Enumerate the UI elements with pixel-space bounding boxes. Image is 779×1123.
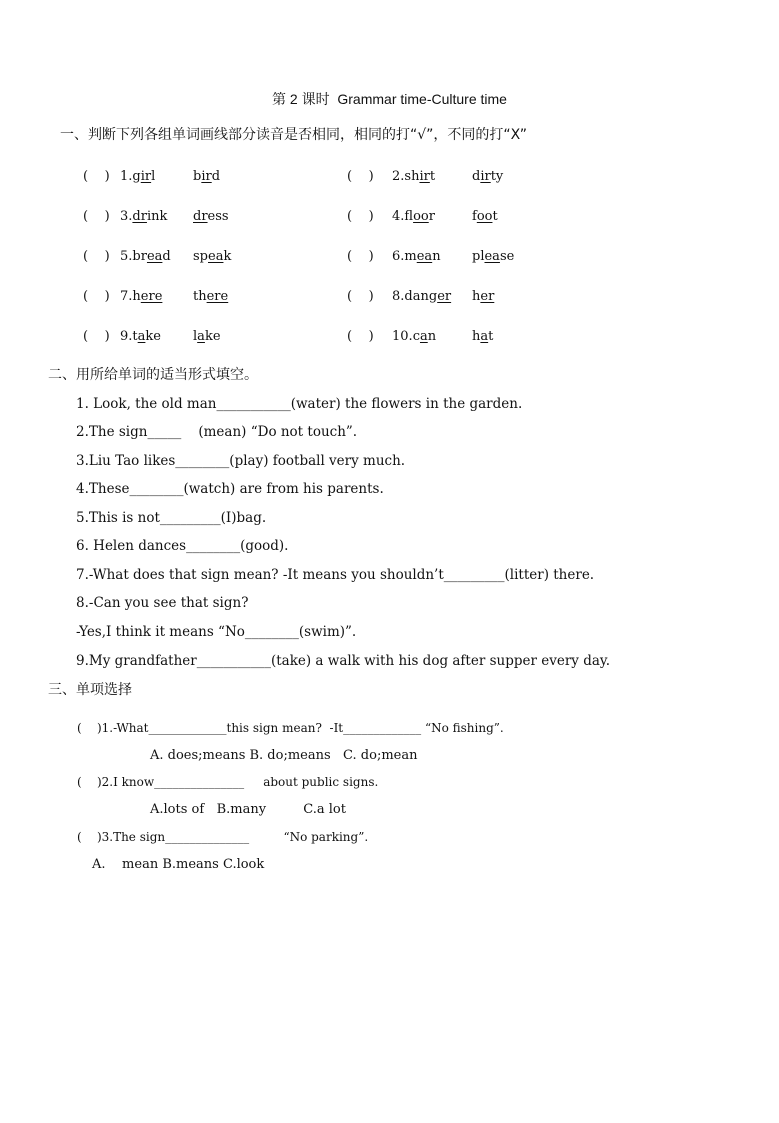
item-word-2 <box>193 330 221 343</box>
word-part: n <box>427 329 437 344</box>
item-word-1 <box>392 330 436 343</box>
underlined-part: ir <box>201 169 212 184</box>
answer-blank: ( ) <box>83 289 110 304</box>
word-part: ke <box>145 329 161 344</box>
word-part: ke <box>204 329 221 344</box>
fill-blank-line: 4.These________(watch) are from his parents. <box>76 481 384 497</box>
word-part: se <box>499 249 515 264</box>
answer-blank: ( ) <box>83 209 110 224</box>
underlined-part: ea <box>484 249 500 264</box>
word-part: c <box>412 329 420 344</box>
item-paren <box>83 330 110 343</box>
item-word-2 <box>472 330 493 343</box>
word-part: ty <box>490 169 504 184</box>
word-part: l <box>151 169 156 184</box>
item-number: 8. <box>392 289 405 304</box>
item-paren <box>347 330 374 343</box>
question-1-options: A. does;means B. do;means C. do;mean <box>150 748 418 763</box>
word-part: t <box>132 329 138 344</box>
word-part: d <box>472 169 481 184</box>
item-word-1 <box>120 330 161 343</box>
item-word-2 <box>472 210 498 223</box>
fill-blank-line: 5.This is not_________(I)bag. <box>76 510 267 526</box>
underlined-part: ere <box>140 289 163 304</box>
item-number: 3. <box>120 209 133 224</box>
item-number: 7. <box>120 289 133 304</box>
word-part: m <box>404 249 417 264</box>
underlined-part: ea <box>416 249 433 264</box>
item-word-1 <box>120 170 155 183</box>
word-part: d <box>162 249 171 264</box>
word-part: f <box>472 209 477 224</box>
answer-blank: ( ) <box>83 169 110 184</box>
underlined-part: oo <box>413 209 429 224</box>
answer-blank: ( ) <box>347 209 374 224</box>
section2-heading: 二、用所给单词的适当形式填空。 <box>48 367 258 383</box>
item-number: 5. <box>120 249 133 264</box>
question-3-options: A. mean B.means C.look <box>92 857 265 872</box>
item-word-1 <box>392 290 451 303</box>
answer-blank: ( ) <box>347 169 374 184</box>
item-paren <box>83 250 110 263</box>
fill-blank-line: -Yes,I think it means “No________(swim)”. <box>76 624 357 640</box>
item-paren <box>347 290 374 303</box>
word-part: th <box>193 289 207 304</box>
item-word-2 <box>193 250 231 263</box>
item-number: 1. <box>120 169 133 184</box>
word-part: r <box>428 209 435 224</box>
item-paren <box>83 290 110 303</box>
section1-heading: 一、判断下列各组单词画线部分读音是否相同，相同的打“√”，不同的打“X” <box>60 127 527 143</box>
fill-blank-line: 8.-Can you see that sign? <box>76 595 249 611</box>
item-word-2 <box>193 290 228 303</box>
underlined-part: ere <box>206 289 229 304</box>
underlined-part: ir <box>140 169 152 184</box>
item-word-1 <box>120 290 162 303</box>
item-number: 2. <box>392 169 405 184</box>
underlined-part: ir <box>480 169 491 184</box>
underlined-part: ir <box>419 169 430 184</box>
underlined-part: a <box>197 329 205 344</box>
item-paren <box>347 170 374 183</box>
fill-blank-line: 6. Helen dances________(good). <box>76 538 289 554</box>
word-part: t <box>429 169 436 184</box>
item-word-1 <box>392 250 441 263</box>
item-paren <box>83 210 110 223</box>
underlined-part: a <box>137 329 146 344</box>
word-part: k <box>223 249 232 264</box>
fill-blank-line: 7.-What does that sign mean? -It means you shouldn’t_________(litter) there. <box>76 567 595 583</box>
underlined-part: ea <box>208 249 224 264</box>
fill-blank-line: 9.My grandfather___________(take) a walk with his dog after supper every day. <box>76 653 611 669</box>
word-part: pl <box>472 249 485 264</box>
item-paren <box>347 210 374 223</box>
underlined-part: a <box>480 329 489 344</box>
underlined-part: dr <box>193 209 208 224</box>
underlined-part: oo <box>476 209 493 224</box>
fill-blank-line: 3.Liu Tao likes________(play) football very much. <box>76 453 406 469</box>
word-part: b <box>193 169 202 184</box>
item-word-2 <box>472 250 514 263</box>
word-part: h <box>472 289 481 304</box>
item-word-2 <box>193 210 229 223</box>
item-number: 9. <box>120 329 133 344</box>
page-title: 第 2 课时 Grammar time-Culture time <box>272 91 507 107</box>
underlined-part: er <box>437 289 452 304</box>
answer-blank: ( ) <box>347 289 374 304</box>
item-word-2 <box>472 290 494 303</box>
item-number: 10. <box>392 329 413 344</box>
question-3: ( )3.The sign______________ “No parking”. <box>77 830 369 844</box>
word-part: h <box>472 329 481 344</box>
word-part: dang <box>404 289 438 304</box>
question-2-options: A.lots of B.many C.a lot <box>150 802 346 817</box>
item-word-1 <box>392 170 435 183</box>
section3-heading: 三、单项选择 <box>48 682 132 698</box>
item-paren <box>347 250 374 263</box>
item-word-1 <box>120 210 167 223</box>
word-part: br <box>132 249 147 264</box>
question-2: ( )2.I know_______________ about public signs. <box>77 775 379 789</box>
word-part: h <box>132 289 141 304</box>
word-part: sh <box>404 169 420 184</box>
item-word-1 <box>120 250 171 263</box>
word-part: ink <box>146 209 168 224</box>
word-part: t <box>492 209 498 224</box>
underlined-part: a <box>419 329 428 344</box>
underlined-part: er <box>480 289 495 304</box>
answer-blank: ( ) <box>83 329 110 344</box>
fill-blank-line: 2.The sign_____ (mean) “Do not touch”. <box>76 424 358 440</box>
item-number: 6. <box>392 249 405 264</box>
fill-blank-line: 1. Look, the old man___________(water) the flowers in the garden. <box>76 396 523 412</box>
word-part: ess <box>207 209 229 224</box>
word-part: l <box>193 329 198 344</box>
item-number: 4. <box>392 209 405 224</box>
item-word-2 <box>193 170 220 183</box>
answer-blank: ( ) <box>83 249 110 264</box>
word-part: d <box>211 169 221 184</box>
underlined-part: ea <box>146 249 163 264</box>
item-word-2 <box>472 170 503 183</box>
underlined-part: dr <box>132 209 147 224</box>
item-paren <box>83 170 110 183</box>
word-part: sp <box>193 249 208 264</box>
word-part: fl <box>404 209 414 224</box>
answer-blank: ( ) <box>347 249 374 264</box>
question-1: ( )1.-What_____________this sign mean? -It_____________ “No fishing”. <box>77 721 504 735</box>
item-word-1 <box>392 210 435 223</box>
word-part: g <box>132 169 141 184</box>
answer-blank: ( ) <box>347 329 374 344</box>
word-part: t <box>488 329 494 344</box>
word-part: n <box>432 249 441 264</box>
